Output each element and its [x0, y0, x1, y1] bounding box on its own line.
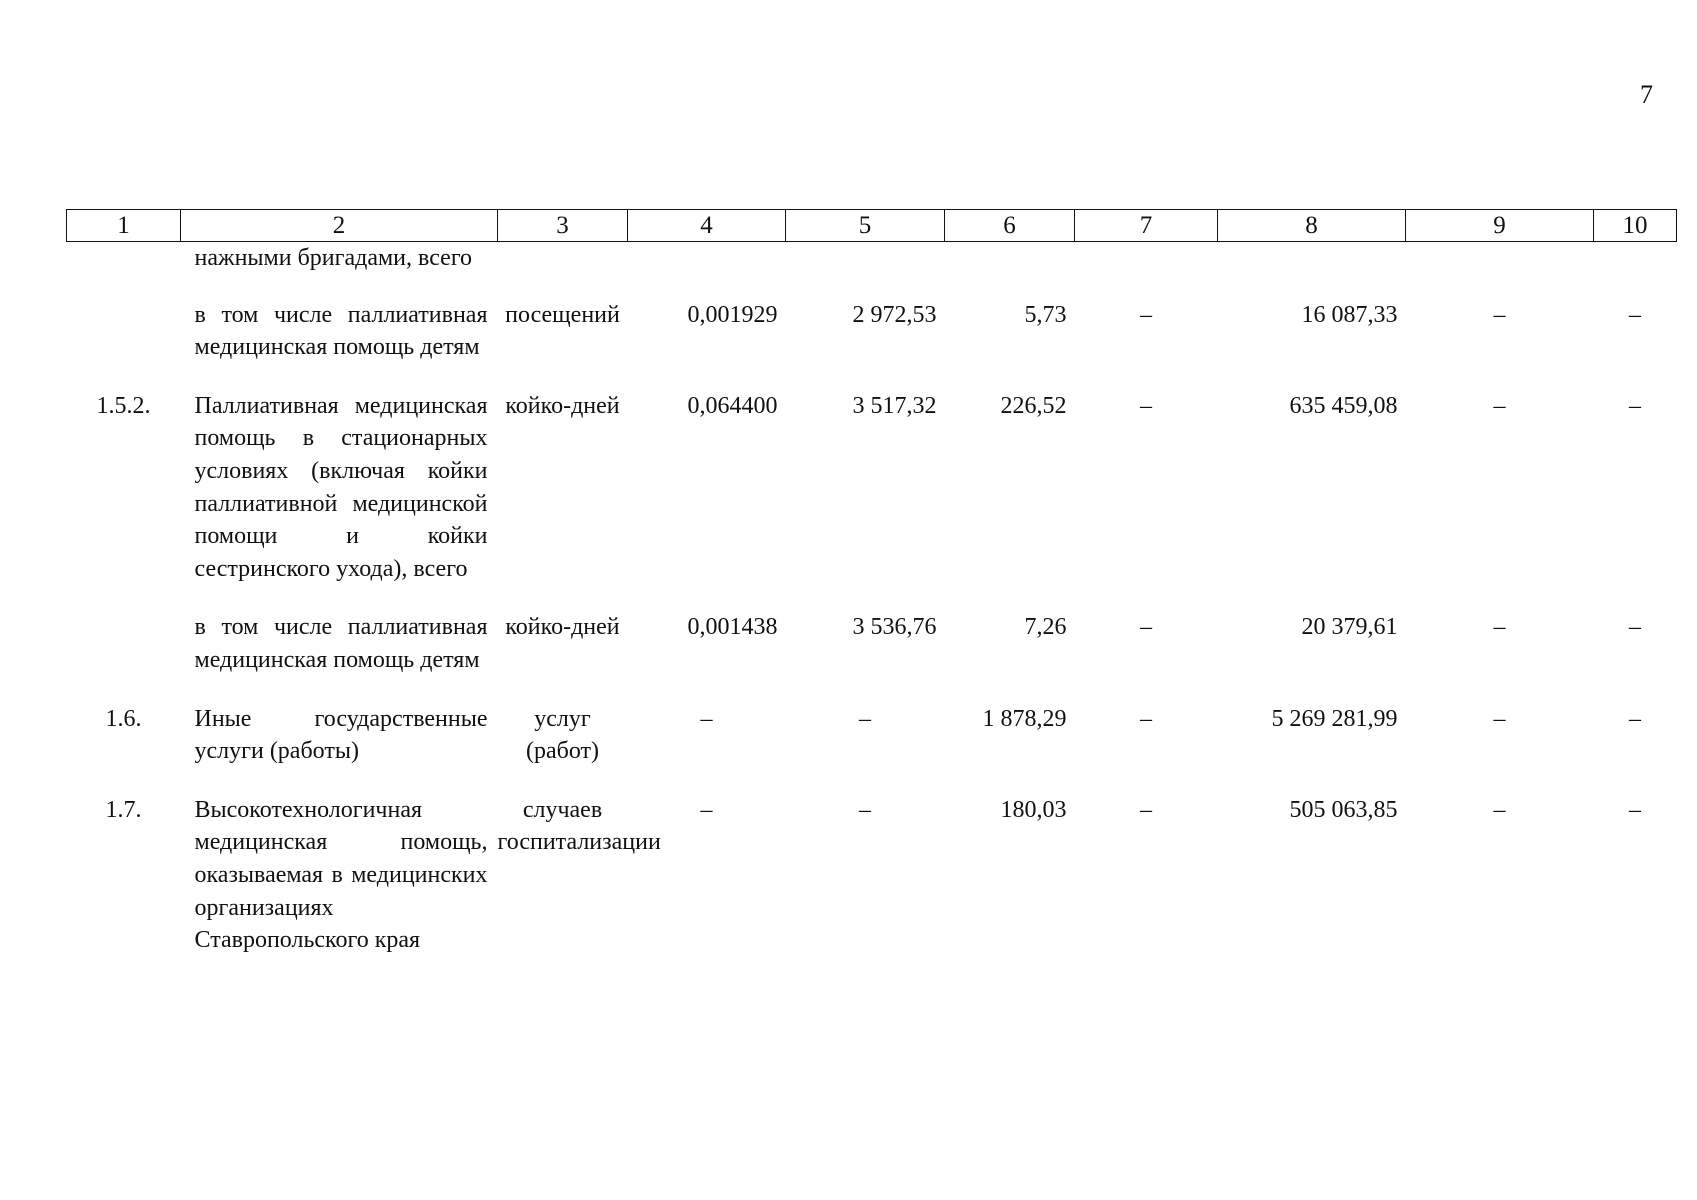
cell-col8: 5 269 281,99 — [1271, 705, 1398, 732]
cell-col9: – — [1493, 301, 1506, 328]
cell-col5: 2 972,53 — [852, 301, 937, 328]
cell-col8: 505 063,85 — [1289, 796, 1398, 823]
cell-col10 — [1594, 242, 1677, 299]
col-header-6: 6 — [945, 210, 1075, 242]
cell-col4: 0,001929 — [687, 301, 778, 328]
cell-col9: – — [1493, 705, 1506, 732]
cell-col4: 0,001438 — [687, 614, 778, 641]
cell-col5: – — [859, 705, 871, 732]
row-name: Иные государственные услуги (работы) — [194, 705, 488, 765]
cell-col8: 20 379,61 — [1301, 614, 1398, 641]
cell-col6: 7,26 — [1024, 614, 1067, 641]
cell-col9: – — [1493, 614, 1506, 641]
row-name: в том числе паллиативная медицинская помощь детям — [194, 614, 488, 673]
cell-col5: – — [859, 796, 871, 823]
row-number — [67, 242, 181, 299]
cell-col10: – — [1629, 705, 1641, 732]
col-header-1: 1 — [67, 210, 181, 242]
row-name: Паллиативная медицинская помощь в стационарных условиях (включая койки паллиативной медицинской помощи и койки сестринского ухода), всего — [194, 392, 488, 582]
row-unit: случаев госпитализации — [497, 796, 661, 856]
table-row — [67, 390, 1677, 612]
row-unit: услуг (работ) — [525, 705, 600, 765]
row-number: 1.6. — [105, 705, 142, 732]
table-row — [67, 242, 1677, 299]
cell-col7: – — [1140, 796, 1152, 823]
header-row — [67, 210, 1677, 242]
page-number: 7 — [1640, 80, 1653, 109]
cell-col10: – — [1629, 392, 1641, 419]
table-body — [67, 242, 1677, 957]
cell-col6: 180,03 — [1000, 796, 1067, 823]
col-header-5: 5 — [786, 210, 945, 242]
col-header-7: 7 — [1075, 210, 1218, 242]
cell-col8: 635 459,08 — [1289, 392, 1398, 419]
row-number — [67, 611, 181, 702]
cell-col4: – — [700, 796, 713, 823]
row-unit — [498, 242, 628, 299]
col-header-10: 10 — [1594, 210, 1677, 242]
col-header-4: 4 — [628, 210, 786, 242]
row-unit: койко-дней — [505, 392, 620, 419]
cell-col7: – — [1140, 392, 1152, 419]
cell-col8 — [1218, 242, 1406, 299]
row-name: нажными бригадами, всего — [194, 245, 473, 271]
cell-col5 — [786, 242, 945, 299]
col-header-3: 3 — [498, 210, 628, 242]
col-header-9: 9 — [1406, 210, 1594, 242]
cell-col5: 3 517,32 — [852, 392, 937, 419]
cell-col9 — [1406, 242, 1594, 299]
cell-col5: 3 536,76 — [852, 614, 937, 641]
table-row — [67, 794, 1677, 957]
cell-col10: – — [1629, 796, 1641, 823]
row-number — [67, 299, 181, 390]
cell-col6 — [945, 242, 1075, 299]
cell-col4: 0,064400 — [687, 392, 778, 419]
row-name: Высокотехнологичная медицинская помощь, оказываемая в медицинских организациях Ставропольского края — [194, 796, 488, 954]
row-number: 1.7. — [105, 796, 142, 823]
row-number: 1.5.2. — [96, 392, 151, 419]
col-header-8: 8 — [1218, 210, 1406, 242]
cell-col4: – — [700, 705, 713, 732]
cell-col9: – — [1493, 392, 1506, 419]
table-row — [67, 611, 1677, 702]
cell-col6: 1 878,29 — [982, 705, 1067, 732]
cell-col7: – — [1140, 705, 1152, 732]
cell-col7: – — [1140, 301, 1152, 328]
col-header-2: 2 — [181, 210, 498, 242]
table-row — [67, 703, 1677, 794]
data-table — [66, 209, 1677, 957]
table-header — [67, 210, 1677, 242]
cell-col10: – — [1629, 614, 1641, 641]
cell-col7: – — [1140, 614, 1152, 641]
cell-col8: 16 087,33 — [1301, 301, 1398, 328]
cell-col6: 226,52 — [1000, 392, 1067, 419]
row-unit: койко-дней — [505, 614, 620, 641]
cell-col6: 5,73 — [1024, 301, 1067, 328]
cell-col7 — [1075, 242, 1218, 299]
row-unit: посещений — [505, 301, 620, 328]
cell-col10: – — [1629, 301, 1641, 328]
cell-col4 — [628, 242, 786, 299]
table-row — [67, 299, 1677, 390]
row-name: в том числе паллиативная медицинская помощь детям — [194, 301, 488, 361]
cell-col9: – — [1493, 796, 1506, 823]
